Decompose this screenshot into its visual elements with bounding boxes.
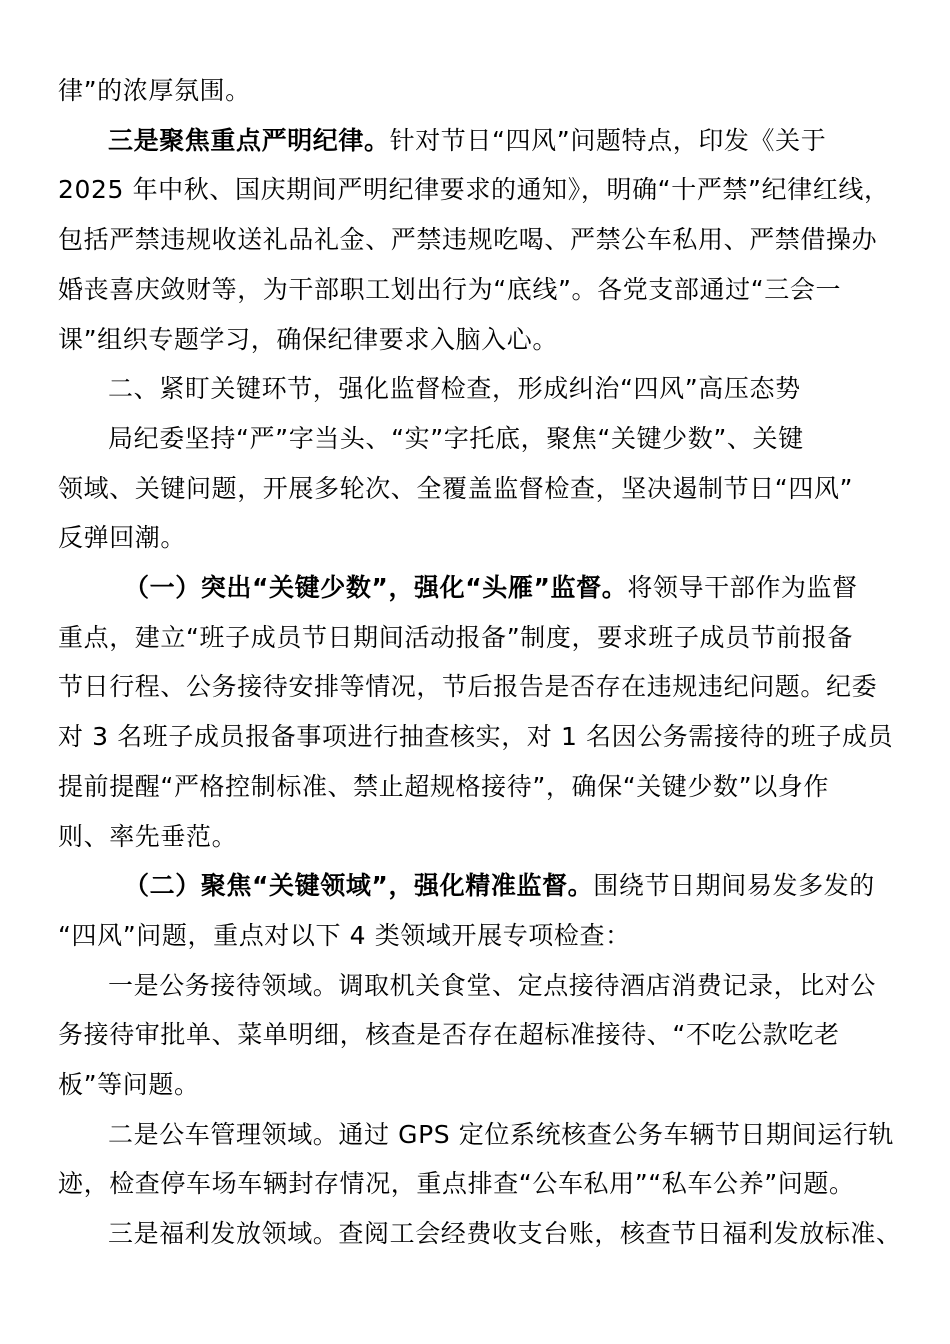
text-run: 将领导干部作为监督 [627, 573, 858, 603]
paragraph-key-areas [58, 861, 904, 960]
paragraph-welfare [58, 1209, 904, 1259]
bold-lead: （二）聚焦“关键领域”，强化精准监督。 [124, 871, 594, 901]
bold-lead: （一）突出“关键少数”，强化“头雁”监督。 [124, 573, 628, 603]
text-line: 重点，建立“班子成员节日期间活动报备”制度，要求班子成员节前报备 [58, 622, 854, 652]
text-run: 针对节日“四风”问题特点，印发《关于 [389, 125, 827, 155]
bold-lead: 三是聚焦重点严明纪律。 [108, 125, 390, 155]
paragraph-vehicles [58, 1110, 904, 1209]
text-line: 迹，检查停车场车辆封存情况，重点排查“公车私用”“私车公养”问题。 [58, 1169, 855, 1199]
text-line: 课”组织专题学习，确保纪律要求入脑入心。 [58, 324, 558, 354]
section-heading [58, 364, 904, 414]
text-line: 律”的浓厚氛围。 [58, 76, 251, 105]
text-line [58, 563, 904, 613]
text-run: 围绕节日期间易发多发的 [593, 871, 875, 901]
heading-text: 二、紧盯关键环节，强化监督检查，形成纠治“四风”高压态势 [108, 374, 801, 404]
text-line: 对 3 名班子成员报备事项进行抽查核实，对 1 名因公务需接待的班子成员 [58, 722, 894, 752]
text-line [58, 116, 904, 166]
document-body [58, 66, 904, 1259]
paragraph-reception [58, 961, 904, 1110]
text-line [58, 861, 904, 911]
text-line: 反弹回潮。 [58, 523, 187, 553]
text-line: 则、率先垂范。 [58, 821, 238, 851]
text-line: 局纪委坚持“严”字当头、“实”字托底，聚焦“关键少数”、关键 [108, 423, 804, 453]
text-line: 包括严禁违规收送礼品礼金、严禁违规吃喝、严禁公车私用、严禁借操办 [58, 225, 878, 255]
text-line: 提前提醒“严格控制标准、禁止超规格接待”，确保“关键少数”以身作 [58, 771, 830, 801]
text-line: 2025 年中秋、国庆期间严明纪律要求的通知》，明确“十严禁”纪律红线， [58, 175, 890, 205]
paragraph-key-minority [58, 563, 904, 861]
text-line: 一是公务接待领域。调取机关食堂、定点接待酒店消费记录，比对公 [108, 970, 877, 1000]
text-line: 三是福利发放领域。查阅工会经费收支台账，核查节日福利发放标准、 [108, 1219, 902, 1249]
text-line: “四风”问题，重点对以下 4 类领域开展专项检查： [58, 920, 631, 950]
text-line: 二是公车管理领域。通过 GPS 定位系统核查公务车辆节日期间运行轨 [108, 1119, 895, 1149]
paragraph-continuation [58, 66, 904, 116]
text-line: 婚丧喜庆敛财等，为干部职工划出行为“底线”。各党支部通过“三会一 [58, 274, 842, 304]
text-line: 领域、关键问题，开展多轮次、全覆盖监督检查，坚决遏制节日“四风” [58, 473, 854, 503]
paragraph-intro [58, 414, 904, 563]
text-line: 板”等问题。 [58, 1070, 200, 1100]
text-line: 节日行程、公务接待安排等情况，节后报告是否存在违规违纪问题。纪委 [58, 672, 878, 702]
text-line: 务接待审批单、菜单明细，核查是否存在超标准接待、“不吃公款吃老 [58, 1020, 840, 1050]
paragraph-discipline [58, 116, 904, 365]
